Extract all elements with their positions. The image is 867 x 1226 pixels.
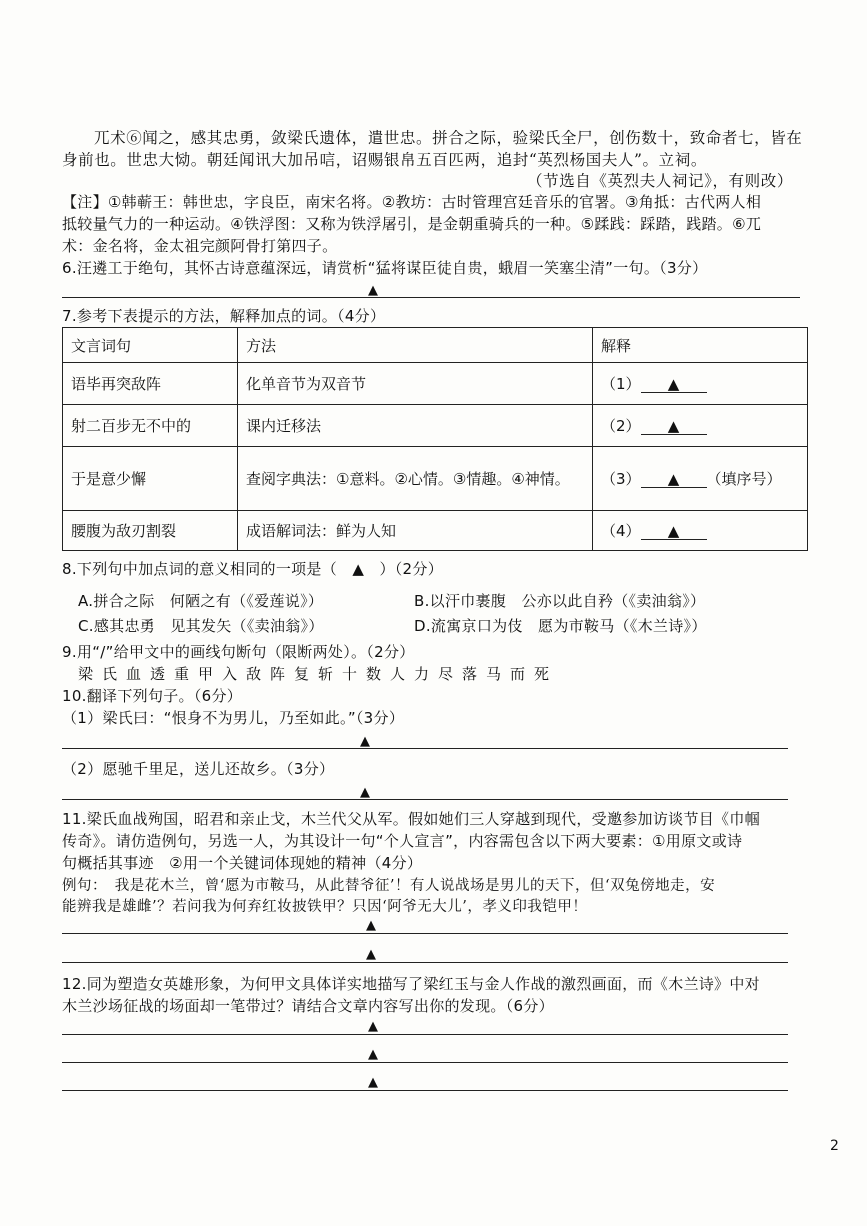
notes-line-2: 抵较量气力的一种运动。④铁浮图：又称为铁浮屠引，是金朝重骑兵的一种。⑤蹂践：踩踏，践踏。⑥兀 xyxy=(62,215,762,233)
notes-line-3: 术：金名将，金太祖完颜阿骨打第四子。 xyxy=(62,237,338,255)
answer-blank[interactable]: ▲ xyxy=(641,524,707,540)
passage-line-1: 兀术⑥闻之，感其忠勇，敛梁氏遗体，遣世忠。拼合之际，验梁氏全尸，创伤数十，致命者七，皆在 xyxy=(94,129,803,147)
answer-blank[interactable]: ▲ xyxy=(641,419,707,435)
row-method: 课内迁移法 xyxy=(238,405,593,447)
option-a[interactable]: A.拼合之际 何陋之有（《爱莲说》） xyxy=(78,592,324,610)
row-phrase: 射二百步无不中的 xyxy=(63,405,238,447)
row-phrase: 腰腹为敌刃割裂 xyxy=(63,511,238,551)
answer-mark: ▲ xyxy=(366,918,376,933)
row-answer[interactable] xyxy=(593,511,808,551)
row-num: （3） xyxy=(601,470,641,488)
question-10-sentence-2: （2）愿驰千里足，送儿还故乡。（3分） xyxy=(62,760,335,778)
row-method: 化单音节为双音节 xyxy=(238,363,593,405)
notes-line-1: 【注】①韩蕲王：韩世忠，字良臣，南宋名将。②教坊：古时管理宫廷音乐的官署。③角抵：古代两人相 xyxy=(62,193,762,211)
question-11-line-1: 11.梁氏血战殉国，昭君和亲止戈，木兰代父从军。假如她们三人穿越到现代，受邀参加访谈节目《巾帼 xyxy=(62,810,760,828)
question-12-line-2: 木兰沙场征战的场面却一笔带过？请结合文章内容写出你的发现。（6分） xyxy=(62,997,554,1015)
row-num: （2） xyxy=(601,417,641,435)
answer-line-q12-1[interactable] xyxy=(62,1034,788,1035)
row-method: 成语解词法：鲜为人知 xyxy=(238,511,593,551)
table-header-row xyxy=(63,328,808,363)
option-b[interactable]: B.以汗巾裹腹 公亦以此自矜（《卖油翁》） xyxy=(414,592,706,610)
answer-line-q12-2[interactable] xyxy=(62,1062,788,1063)
example-line-2: 能辨我是雄雌’？若问我为何弃红妆披铁甲？只因‘阿爷无大儿’，孝义印我铠甲！ xyxy=(62,899,588,915)
question-6: 6.汪遴工于绝句，其怀古诗意蕴深远，请赏析“猛将谋臣徒自贵，蛾眉一笑塞尘清”一句。（3分） xyxy=(62,259,708,277)
option-d[interactable]: D.流寓京口为伎 愿为市鞍马（《木兰诗》） xyxy=(414,617,707,635)
answer-mark: ▲ xyxy=(360,785,370,800)
question-10-stem: 10.翻译下列句子。（6分） xyxy=(62,687,243,705)
table-row xyxy=(63,405,808,447)
page-number: 2 xyxy=(830,1138,840,1154)
question-9-stem: 9.用“/”给甲文中的画线句断句（限断两处）。（2分） xyxy=(62,643,415,661)
question-11-line-2: 传奇》。请仿造例句，另选一人，为其设计一句“个人宣言”，内容需包含以下两大要素：①用原文或诗 xyxy=(62,832,743,850)
table-row xyxy=(63,511,808,551)
answer-mark: ▲ xyxy=(360,734,370,749)
answer-mark: ▲ xyxy=(368,1075,378,1090)
sentence-to-punctuate[interactable]: 梁氏血透重甲入敌阵复斩十数人力尽落马而死 xyxy=(78,665,559,683)
header-method: 方法 xyxy=(238,328,593,363)
row-phrase: 语毕再突敌阵 xyxy=(63,363,238,405)
answer-line-q10-2[interactable] xyxy=(62,799,788,800)
answer-line-q11-2[interactable] xyxy=(62,962,788,963)
answer-mark: ▲ xyxy=(368,1047,378,1062)
table-row xyxy=(63,363,808,405)
row-num: （4） xyxy=(601,522,641,540)
answer-mark: ▲ xyxy=(366,947,376,962)
example-line-1: 例句： 我是花木兰，曾‘愿为市鞍马，从此替爷征’！有人说战场是男儿的天下，但‘双兔傍地走，安 xyxy=(62,878,716,894)
header-phrase: 文言词句 xyxy=(63,328,238,363)
option-c[interactable]: C.感其忠勇 见其发矢（《卖油翁》） xyxy=(78,617,324,635)
row-suffix: （填序号） xyxy=(706,470,782,488)
row-answer[interactable] xyxy=(593,447,808,511)
table-row xyxy=(63,447,808,511)
answer-blank[interactable]: ▲ xyxy=(641,472,707,488)
passage-source: （节选自《英烈夫人祠记》，有则改） xyxy=(527,172,793,190)
row-phrase: 于是意少懈 xyxy=(63,447,238,511)
row-method: 查阅字典法：①意料。②心情。③情趣。④神情。 xyxy=(238,447,593,511)
question-7-stem: 7.参考下表提示的方法，解释加点的词。（4分） xyxy=(62,307,386,325)
answer-line-q6[interactable] xyxy=(62,297,800,298)
question-10-sentence-1: （1）梁氏曰：“恨身不为男儿，乃至如此。”（3分） xyxy=(62,709,405,727)
passage-line-2: 身前也。世忠大恸。朝廷闻讯大加吊唁，诏赐银帛五百匹两，追封“英烈杨国夫人”。立祠。 xyxy=(62,151,707,169)
question-8-stem: 8.下列句中加点词的意义相同的一项是（ ▲ ）（2分） xyxy=(62,560,443,578)
answer-blank[interactable]: ▲ xyxy=(641,377,707,393)
answer-line-q11-1[interactable] xyxy=(62,933,788,934)
answer-mark: ▲ xyxy=(368,1019,378,1034)
answer-line-q10-1[interactable] xyxy=(62,748,788,749)
row-answer[interactable] xyxy=(593,363,808,405)
question-12-line-1: 12.同为塑造女英雄形象，为何甲文具体详实地描写了梁红玉与金人作战的激烈画面，而《木兰诗》中对 xyxy=(62,975,760,993)
row-num: （1） xyxy=(601,375,641,393)
header-explanation: 解释 xyxy=(593,328,808,363)
method-table xyxy=(62,327,808,551)
answer-line-q12-3[interactable] xyxy=(62,1090,788,1091)
question-11-line-3: 句概括其事迹 ②用一个关键词体现她的精神（4分） xyxy=(62,854,423,872)
answer-mark: ▲ xyxy=(368,283,378,298)
row-answer[interactable] xyxy=(593,405,808,447)
